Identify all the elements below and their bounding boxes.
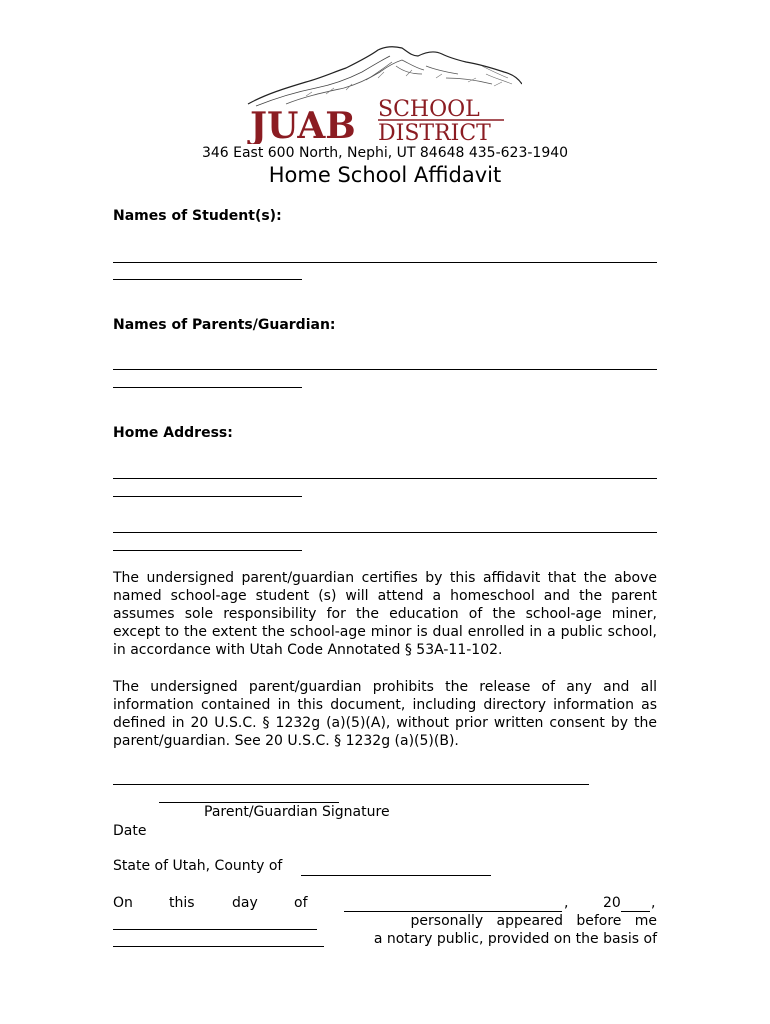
- year-input-line[interactable]: [621, 911, 650, 912]
- students-label: Names of Student(s):: [113, 208, 282, 224]
- address-input-line-3[interactable]: [113, 532, 657, 533]
- personally-appeared-text: personally appeared before me: [410, 913, 657, 929]
- day-month-input-line[interactable]: [344, 911, 562, 912]
- logo-district-text: DISTRICT: [378, 121, 491, 144]
- logo-school-text: SCHOOL: [378, 97, 480, 122]
- day-word: day: [232, 895, 258, 911]
- year-comma: ,: [651, 895, 656, 911]
- district-logo: [246, 44, 522, 144]
- notary-name-input-line[interactable]: [113, 946, 324, 947]
- certification-paragraph: The undersigned parent/guardian certifies by this affidavit that the above named school-age student (s) will attend a homeschool and the parent assumes sole responsibility for the education of the school-age miner, except to the extent the school-age minor is dual enrolled in a public school, in accordance with Utah Code Annotated § 53A-11-102.: [113, 570, 657, 658]
- district-address: 346 East 600 North, Nephi, UT 84648 435-623-1940: [201, 145, 569, 161]
- notary-public-text: a notary public, provided on the basis of: [373, 931, 657, 947]
- address-input-line-4[interactable]: [113, 550, 302, 551]
- year-prefix: 20: [603, 895, 621, 911]
- address-input-line-2[interactable]: [113, 496, 302, 497]
- of-word: of: [294, 895, 308, 911]
- date-comma: ,: [564, 895, 569, 911]
- mountain-logo-graphic: [246, 44, 522, 144]
- address-input-line-1[interactable]: [113, 478, 657, 479]
- home-address-label: Home Address:: [113, 425, 233, 441]
- students-input-line-2[interactable]: [113, 279, 302, 280]
- signature-line[interactable]: [113, 784, 589, 785]
- page-title: Home School Affidavit: [268, 163, 502, 187]
- county-input-line[interactable]: [301, 875, 491, 876]
- this-word: this: [169, 895, 195, 911]
- parents-input-line-2[interactable]: [113, 387, 302, 388]
- on-word: On: [113, 895, 133, 911]
- parents-input-line-1[interactable]: [113, 369, 657, 370]
- signature-sub-line[interactable]: [159, 802, 339, 803]
- appearer-name-input-line[interactable]: [113, 929, 317, 930]
- signature-label: Parent/Guardian Signature: [204, 804, 390, 820]
- date-label: Date: [113, 823, 147, 839]
- parents-label: Names of Parents/Guardian:: [113, 317, 336, 333]
- students-input-line-1[interactable]: [113, 262, 657, 263]
- logo-juab-text: JUAB: [250, 105, 356, 144]
- privacy-paragraph: The undersigned parent/guardian prohibits the release of any and all information contained in this document, including directory information as defined in 20 U.S.C. § 1232g (a)(5)(A), without prior written consent by the parent/guardian. See 20 U.S.C. § 1232g (a)(5)(B).: [113, 679, 657, 749]
- county-label: State of Utah, County of: [113, 858, 283, 874]
